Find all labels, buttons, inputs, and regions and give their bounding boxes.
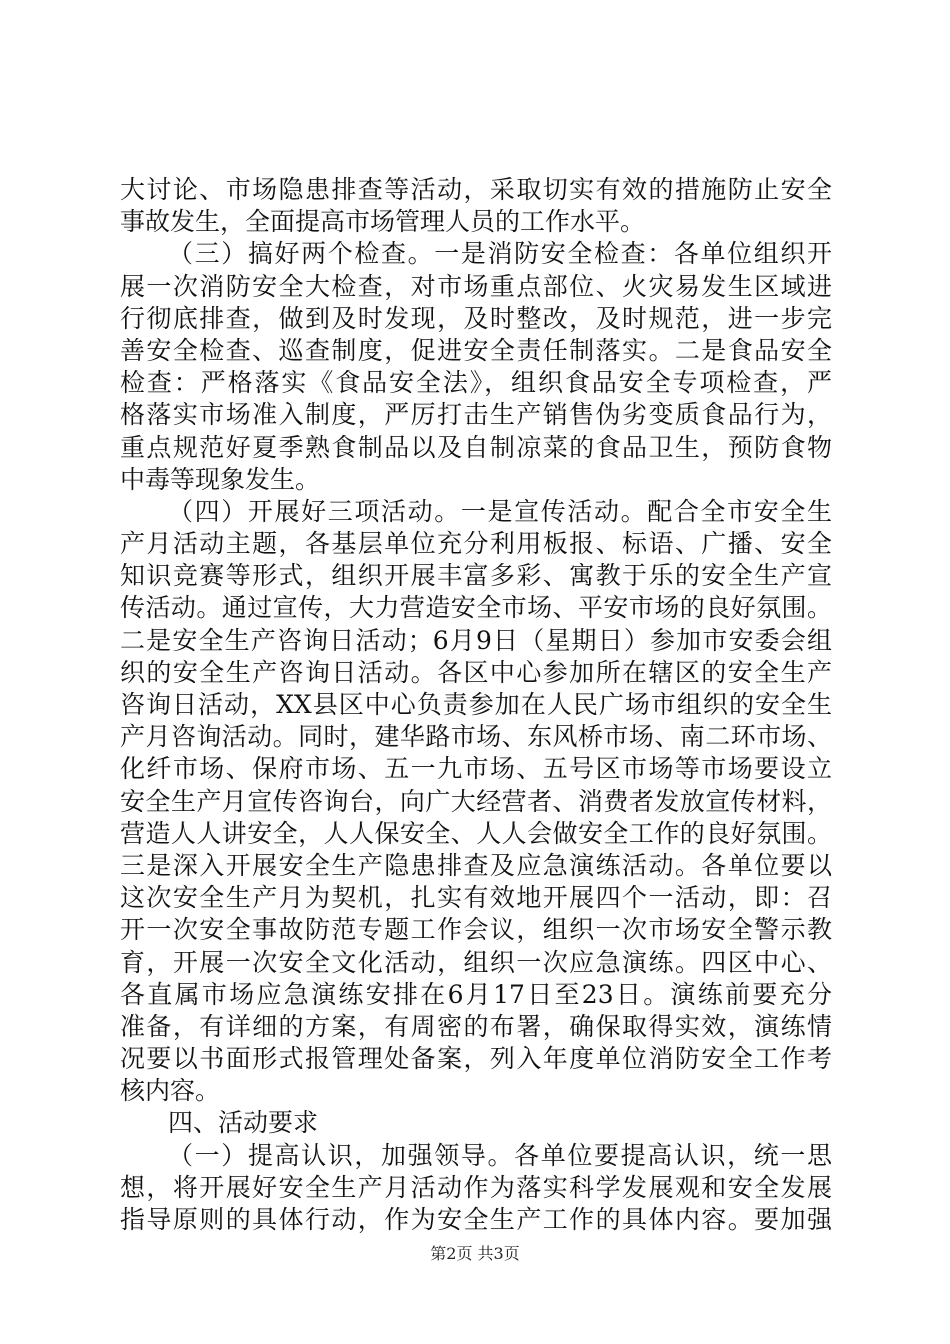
text-line: 想，将开展好安全生产月活动作为落实科学发展观和安全发展 [120,1172,832,1202]
text-line: 产月活动主题，各基层单位充分利用板报、标语、广播、安全 [120,529,832,559]
text-line: 核内容。 [120,1076,221,1106]
text-line: 况要以书面形式报管理处备案，列入年度单位消防安全工作考 [120,1044,832,1074]
text-line: 知识竞赛等形式，组织开展丰富多彩、寓教于乐的安全生产宣 [120,561,832,591]
text-line: 咨询日活动，XX县区中心负责参加在人民广场市组织的安全生 [120,690,832,719]
text-line: 各直属市场应急演练安排在6月17日至23日。演练前要充分 [120,979,832,1009]
text-line: 这次安全生产月为契机，扎实有效地开展四个一活动，即：召 [120,883,832,913]
text-line: 指导原则的具体行动，作为安全生产工作的具体内容。要加强 [120,1205,832,1234]
text-line: 育，开展一次安全文化活动，组织一次应急演练。四区中心、 [120,947,832,977]
text-line: 格落实市场准入制度，严厉打击生产销售伪劣变质食品行为， [120,400,832,430]
text-line: 重点规范好夏季熟食制品以及自制凉菜的食品卫生，预防食物 [120,432,832,462]
text-line: 准备，有详细的方案，有周密的布署，确保取得实效，演练情 [120,1011,832,1041]
page-footer: 第2页 共3页 [430,1244,520,1263]
text-line: 开一次安全事故防范专题工作会议，组织一次市场安全警示教 [120,915,832,945]
text-line: （一）提高认识，加强领导。各单位要提高认识，统一思 [168,1140,832,1170]
text-line: 化纤市场、保府市场、五一九市场、五号区市场等市场要设立 [120,754,832,784]
text-line: 检查：严格落实《食品安全法》，组织食品安全专项检查，严 [120,368,832,398]
text-line: 展一次消防安全大检查，对市场重点部位、火灾易发生区域进 [120,271,832,301]
text-line: 二是安全生产咨询日活动；6月9日（星期日）参加市安委会组 [120,625,832,655]
text-line: 事故发生，全面提高市场管理人员的工作水平。 [120,207,646,237]
text-line: 善安全检查、巡查制度，促进安全责任制落实。二是食品安全 [120,335,832,365]
text-line: （四）开展好三项活动。一是宣传活动。配合全市安全生 [168,496,832,526]
body-text [120,174,832,1236]
section-heading: 四、活动要求 [168,1108,319,1138]
text-line: 行彻底排查，做到及时发现，及时整改，及时规范，进一步完 [120,303,832,333]
text-line: 大讨论、市场隐患排查等活动，采取切实有效的措施防止安全 [120,175,832,204]
text-line: 传活动。通过宣传，大力营造安全市场、平安市场的良好氛围。 [120,593,832,623]
text-line: 三是深入开展安全生产隐患排查及应急演练活动。各单位要以 [120,850,832,880]
text-line: 安全生产月宣传咨询台，向广大经营者、消费者发放宣传材料， [120,786,832,816]
text-line: 营造人人讲安全，人人保安全、人人会做安全工作的良好氛围。 [120,818,832,848]
text-line: 产月咨询活动。同时，建华路市场、东风桥市场、南二环市场、 [120,722,832,752]
text-line: 中毒等现象发生。 [120,464,321,494]
text-line: 织的安全生产咨询日活动。各区中心参加所在辖区的安全生产 [120,657,832,687]
text-line: （三）搞好两个检查。一是消防安全检查：各单位组织开 [168,239,832,269]
